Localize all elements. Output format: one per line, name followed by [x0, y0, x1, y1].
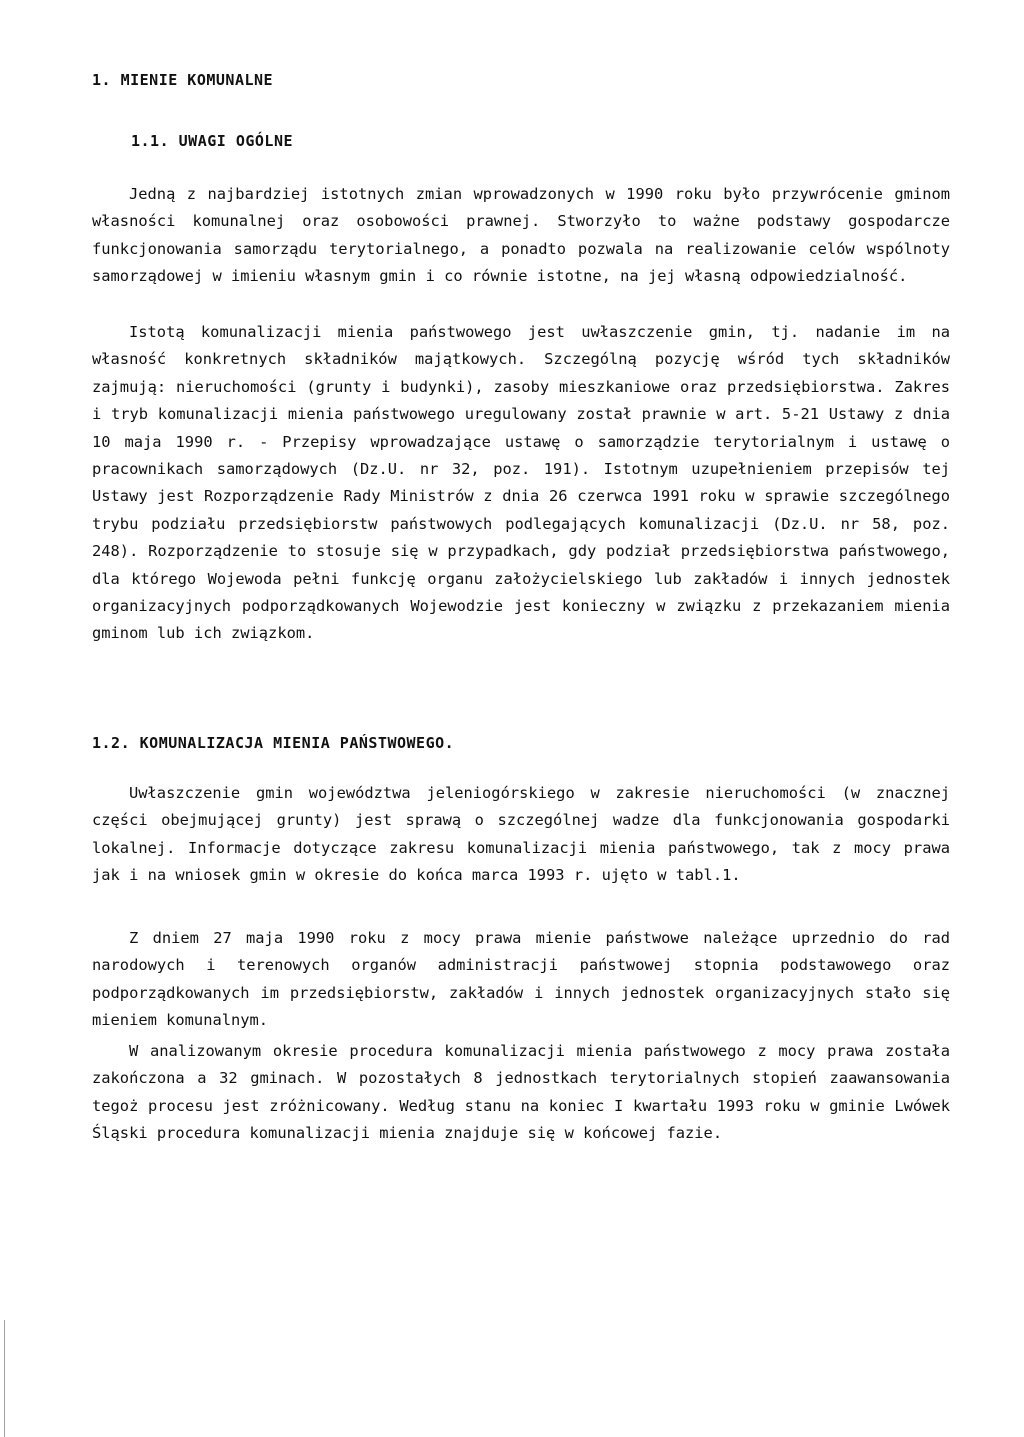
subsection-heading-1-1: 1.1. UWAGI OGÓLNE — [131, 132, 294, 150]
paragraph-1-text: Jedną z najbardziej istotnych zmian wprowadzonych w 1990 roku było przywrócenie gminom własności komunalnej oraz osobowości prawnej. Stworzyło to ważne podstawy gospodarcze funkcjonowania samorządu terytorialnego, a ponadto pozwala na realizowanie celów wspólnoty samorządowej w imieniu własnym gmin i co równie istotne, na jej własną odpowiedzialność. — [92, 185, 950, 286]
paragraph-2 — [92, 319, 950, 648]
paragraph-3 — [92, 780, 950, 890]
paragraph-4 — [92, 925, 950, 1035]
subsection-heading-1-2: 1.2. KOMUNALIZACJA MIENIA PAŃSTWOWEGO. — [92, 734, 455, 752]
section-heading-1: 1. MIENIE KOMUNALNE — [92, 71, 274, 89]
paragraph-5-text: W analizowanym okresie procedura komunalizacji mienia państwowego z mocy prawa została zakończona a 32 gminach. W pozostałych 8 jednostkach terytorialnych stopień zaawansowania tegoż procesu jest zróżnicowany. Według stanu na koniec I kwartału 1993 roku w gminie Lwówek Śląski procedura komunalizacji mienia znajduje się w końcowej fazie. — [92, 1042, 950, 1143]
paragraph-2-text: Istotą komunalizacji mienia państwowego jest uwłaszczenie gmin, tj. nadanie im na własność konkretnych składników majątkowych. Szczególną pozycję wśród tych składników zajmują: nieruchomości (grunty i budynki), zasoby mieszkaniowe oraz przedsiębiorstwa. Zakres i tryb komunalizacji mienia państwowego uregulowany został prawnie w art. 5-21 Ustawy z dnia 10 maja 1990 r. - Przepisy wprowadzające ustawę o samorządzie terytorialnym i ustawę o pracownikach samorządowych (Dz.U. nr 32, poz. 191). Istotnym uzupełnieniem przepisów tej Ustawy jest Rozporządzenie Rady Ministrów z dnia 26 czerwca 1991 roku w sprawie szczególnego trybu podziału przedsiębiorstw państwowych podlegających komunalizacji (Dz.U. nr 58, poz. 248). Rozporządzenie to stosuje się w przypadkach, gdy podział przedsiębiorstwa państwowego, dla którego Wojewoda pełni funkcję organu założycielskiego lub zakładów i innych jednostek organizacyjnych podporządkowanych Wojewodzie jest konieczny w związku z przekazaniem mienia gminom lub ich związkom. — [92, 323, 950, 643]
paragraph-4-text: Z dniem 27 maja 1990 roku z mocy prawa mienie państwowe należące uprzednio do rad narodowych i terenowych organów administracji państwowej stopnia podstawowego oraz podporządkowanych im przedsiębiorstw, zakładów i innych jednostek organizacyjnych stało się mieniem komunalnym. — [92, 929, 950, 1030]
paragraph-3-text: Uwłaszczenie gmin województwa jeleniogórskiego w zakresie nieruchomości (w znacznej części obejmującej grunty) jest sprawą o szczególnej wadze dla funkcjonowania gospodarki lokalnej. Informacje dotyczące zakresu komunalizacji mienia państwowego, tak z mocy prawa jak i na wniosek gmin w okresie do końca marca 1993 r. ujęto w tabl.1. — [92, 784, 950, 885]
paragraph-5 — [92, 1038, 950, 1148]
paragraph-1 — [92, 181, 950, 291]
scan-edge-mark — [4, 1320, 5, 1437]
